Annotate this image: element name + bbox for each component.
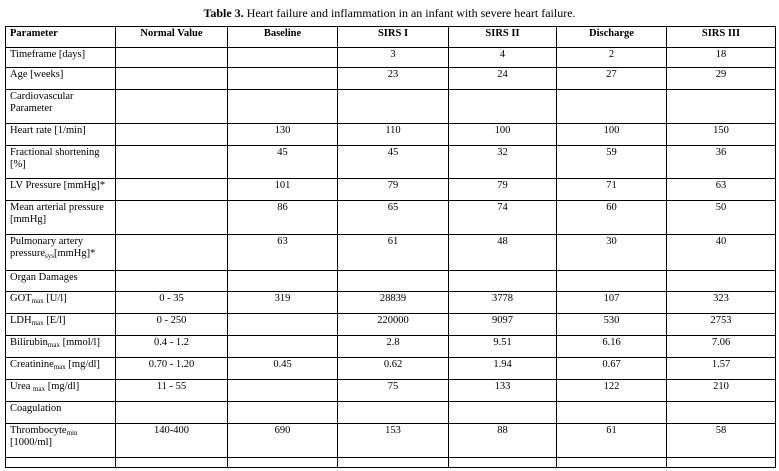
cell: 130 — [228, 124, 338, 146]
cell: 58 — [667, 424, 776, 458]
cell: 0.67 — [557, 358, 667, 380]
header-sirs-2: SIRS II — [449, 27, 557, 48]
cell: 7.06 — [667, 336, 776, 358]
cell: 6.16 — [557, 336, 667, 358]
header-sirs-1: SIRS I — [338, 27, 449, 48]
table-row-cutoff — [6, 458, 776, 468]
section-row — [6, 271, 776, 292]
cell: 61 — [338, 235, 449, 271]
cell: 319 — [228, 292, 338, 314]
cell: 2.8 — [338, 336, 449, 358]
cell: 690 — [228, 424, 338, 458]
data-table — [5, 26, 776, 468]
cell: 27 — [557, 68, 667, 90]
section-label: Coagulation — [6, 402, 116, 424]
cell: 29 — [667, 68, 776, 90]
header-baseline: Baseline — [228, 27, 338, 48]
cell: 50 — [667, 201, 776, 235]
row-label: Heart rate [1/min] — [6, 124, 116, 146]
cell: 45 — [338, 146, 449, 179]
cell — [116, 179, 228, 201]
cell: 61 — [557, 424, 667, 458]
cell: 23 — [338, 68, 449, 90]
cell: 28839 — [338, 292, 449, 314]
cell: 36 — [667, 146, 776, 179]
cell: 3 — [338, 48, 449, 68]
table-row — [6, 179, 776, 201]
cell: 323 — [667, 292, 776, 314]
table-row — [6, 336, 776, 358]
cell: 1.94 — [449, 358, 557, 380]
cell: 48 — [449, 235, 557, 271]
cell — [228, 68, 338, 90]
cell: 63 — [228, 235, 338, 271]
table-row — [6, 48, 776, 68]
table-row — [6, 124, 776, 146]
cell: 0 - 35 — [116, 292, 228, 314]
caption-label: Table 3. — [203, 6, 244, 20]
cell: 0.4 - 1.2 — [116, 336, 228, 358]
cell — [228, 48, 338, 68]
cell — [116, 48, 228, 68]
row-label: Mean arterial pressure [mmHg] — [6, 201, 116, 235]
cell: 9097 — [449, 314, 557, 336]
cell: 59 — [557, 146, 667, 179]
cell: 4 — [449, 48, 557, 68]
cell: 79 — [338, 179, 449, 201]
cell: 30 — [557, 235, 667, 271]
cell — [228, 336, 338, 358]
cell: 79 — [449, 179, 557, 201]
cell: 153 — [338, 424, 449, 458]
row-label: Pulmonary artery pressure$_{sys}$[mmHg]* — [6, 235, 116, 271]
row-label: $GOT_{max}$ [U/l] — [6, 292, 116, 314]
row-label: Age [weeks] — [6, 68, 116, 90]
cell: 9.51 — [449, 336, 557, 358]
cell: 11 - 55 — [116, 380, 228, 402]
table-row — [6, 68, 776, 90]
cell — [116, 235, 228, 271]
cell: 1.57 — [667, 358, 776, 380]
cell: 32 — [449, 146, 557, 179]
row-label: $LDH_{max}$ [E/l] — [6, 314, 116, 336]
cell — [116, 68, 228, 90]
row-label: Thrombocyte$_{min}$ [1000/ml] — [6, 424, 116, 458]
row-label: Bilirubin$_{max}$ [mmol/l] — [6, 336, 116, 358]
row-label: Urea $_{max}$ [mg/dl] — [6, 380, 116, 402]
cell: 74 — [449, 201, 557, 235]
cell: 101 — [228, 179, 338, 201]
cell: 133 — [449, 380, 557, 402]
table-caption — [0, 6, 779, 21]
cell: 75 — [338, 380, 449, 402]
cell: 88 — [449, 424, 557, 458]
cell: 0 - 250 — [116, 314, 228, 336]
cell: 65 — [338, 201, 449, 235]
cell: 0.62 — [338, 358, 449, 380]
cell: 18 — [667, 48, 776, 68]
cell: 60 — [557, 201, 667, 235]
cell: 210 — [667, 380, 776, 402]
cell: 0.70 - 1.20 — [116, 358, 228, 380]
row-label: Creatinine$_{max}$ [mg/dl] — [6, 358, 116, 380]
cell — [228, 314, 338, 336]
section-row — [6, 90, 776, 124]
cell: 107 — [557, 292, 667, 314]
cell: 140-400 — [116, 424, 228, 458]
cell: 24 — [449, 68, 557, 90]
cell: 100 — [557, 124, 667, 146]
cell — [116, 124, 228, 146]
cell: 71 — [557, 179, 667, 201]
cell: 150 — [667, 124, 776, 146]
cell: 100 — [449, 124, 557, 146]
caption-text: Heart failure and inflammation in an infant with severe heart failure. — [243, 6, 576, 20]
table-row — [6, 292, 776, 314]
row-label: Fractional shortening [%] — [6, 146, 116, 179]
cell: 110 — [338, 124, 449, 146]
table-row — [6, 146, 776, 179]
cell — [228, 380, 338, 402]
cell: 220000 — [338, 314, 449, 336]
table-row — [6, 380, 776, 402]
header-sirs-3: SIRS III — [667, 27, 776, 48]
cell — [116, 201, 228, 235]
table-row — [6, 235, 776, 271]
cell: 122 — [557, 380, 667, 402]
table-row — [6, 424, 776, 458]
header-normal-value: Normal Value — [116, 27, 228, 48]
section-label: Organ Damages — [6, 271, 116, 292]
cell: 63 — [667, 179, 776, 201]
header-row — [6, 27, 776, 48]
cell: 530 — [557, 314, 667, 336]
cell: 86 — [228, 201, 338, 235]
table-row — [6, 314, 776, 336]
cell: 0.45 — [228, 358, 338, 380]
cell: 2753 — [667, 314, 776, 336]
row-label: Timeframe [days] — [6, 48, 116, 68]
cell: 45 — [228, 146, 338, 179]
header-parameter: Parameter — [6, 27, 116, 48]
cell: 2 — [557, 48, 667, 68]
header-discharge: Discharge — [557, 27, 667, 48]
section-label: Cardiovascular Parameter — [6, 90, 116, 124]
cell: 40 — [667, 235, 776, 271]
cell: 3778 — [449, 292, 557, 314]
table-row — [6, 358, 776, 380]
table-row — [6, 201, 776, 235]
cell — [116, 146, 228, 179]
row-label: LV Pressure [mmHg]* — [6, 179, 116, 201]
section-row — [6, 402, 776, 424]
